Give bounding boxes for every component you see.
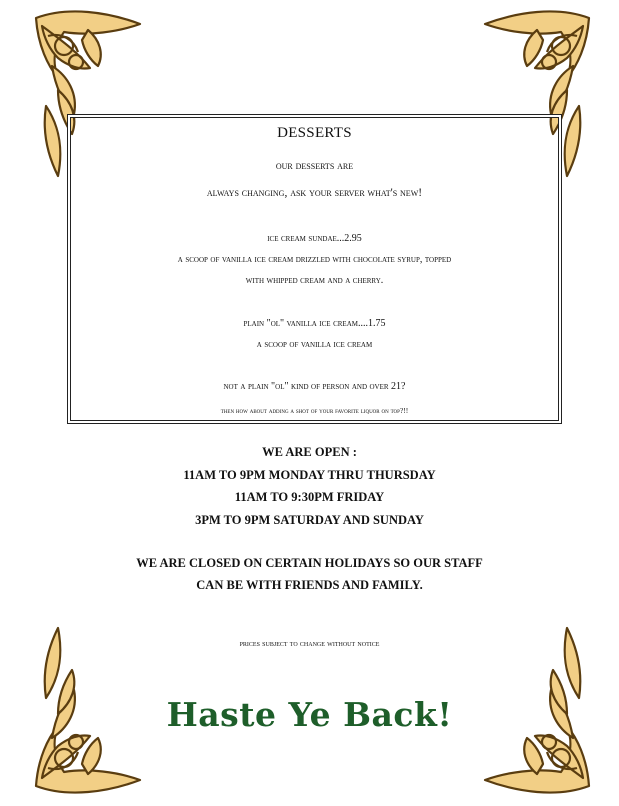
hours-line: 3PM TO 9PM SATURDAY AND SUNDAY [195,512,424,527]
holiday-closure-note [0,552,619,596]
item-description: then how about adding a shot of your favorite liquor on top?!! [220,406,409,415]
menu-item-vanilla [68,313,561,355]
item-name: not a plain "ol" kind of person and over 21? [223,381,406,392]
item-name: ice cream sundae...2.95 [267,233,362,244]
item-description: a scoop of vanilla ice cream drizzled with chocolate syrup, topped [177,254,452,265]
intro-line: always changing, ask your server what's new! [206,187,423,199]
menu-intro [68,153,561,207]
menu-item-liquor [68,375,561,423]
closure-line: CAN BE WITH FRIENDS AND FAMILY. [196,578,423,592]
hours-line: 11AM TO 9:30PM FRIDAY [234,490,385,504]
farewell-heading: Haste Ye Back! [166,695,453,734]
dessert-menu-box [67,114,562,424]
item-name: plain "ol" vanilla ice cream....1.75 [243,318,386,329]
hours-line: 11AM TO 9PM MONDAY THRU THURSDAY [183,467,436,482]
opening-hours [0,441,619,531]
closure-line: WE ARE CLOSED ON CERTAIN HOLIDAYS SO OUR STAFF [136,556,483,570]
price-disclaimer: prices subject to change without notice [239,638,380,648]
hours-heading: WE ARE OPEN : [262,445,357,459]
menu-item-sundae [68,228,561,291]
menu-title: DESSERTS [277,125,352,141]
intro-line: our desserts are [275,160,354,172]
item-description: with whipped cream and a cherry. [245,275,384,286]
item-description: a scoop of vanilla ice cream [256,339,373,350]
